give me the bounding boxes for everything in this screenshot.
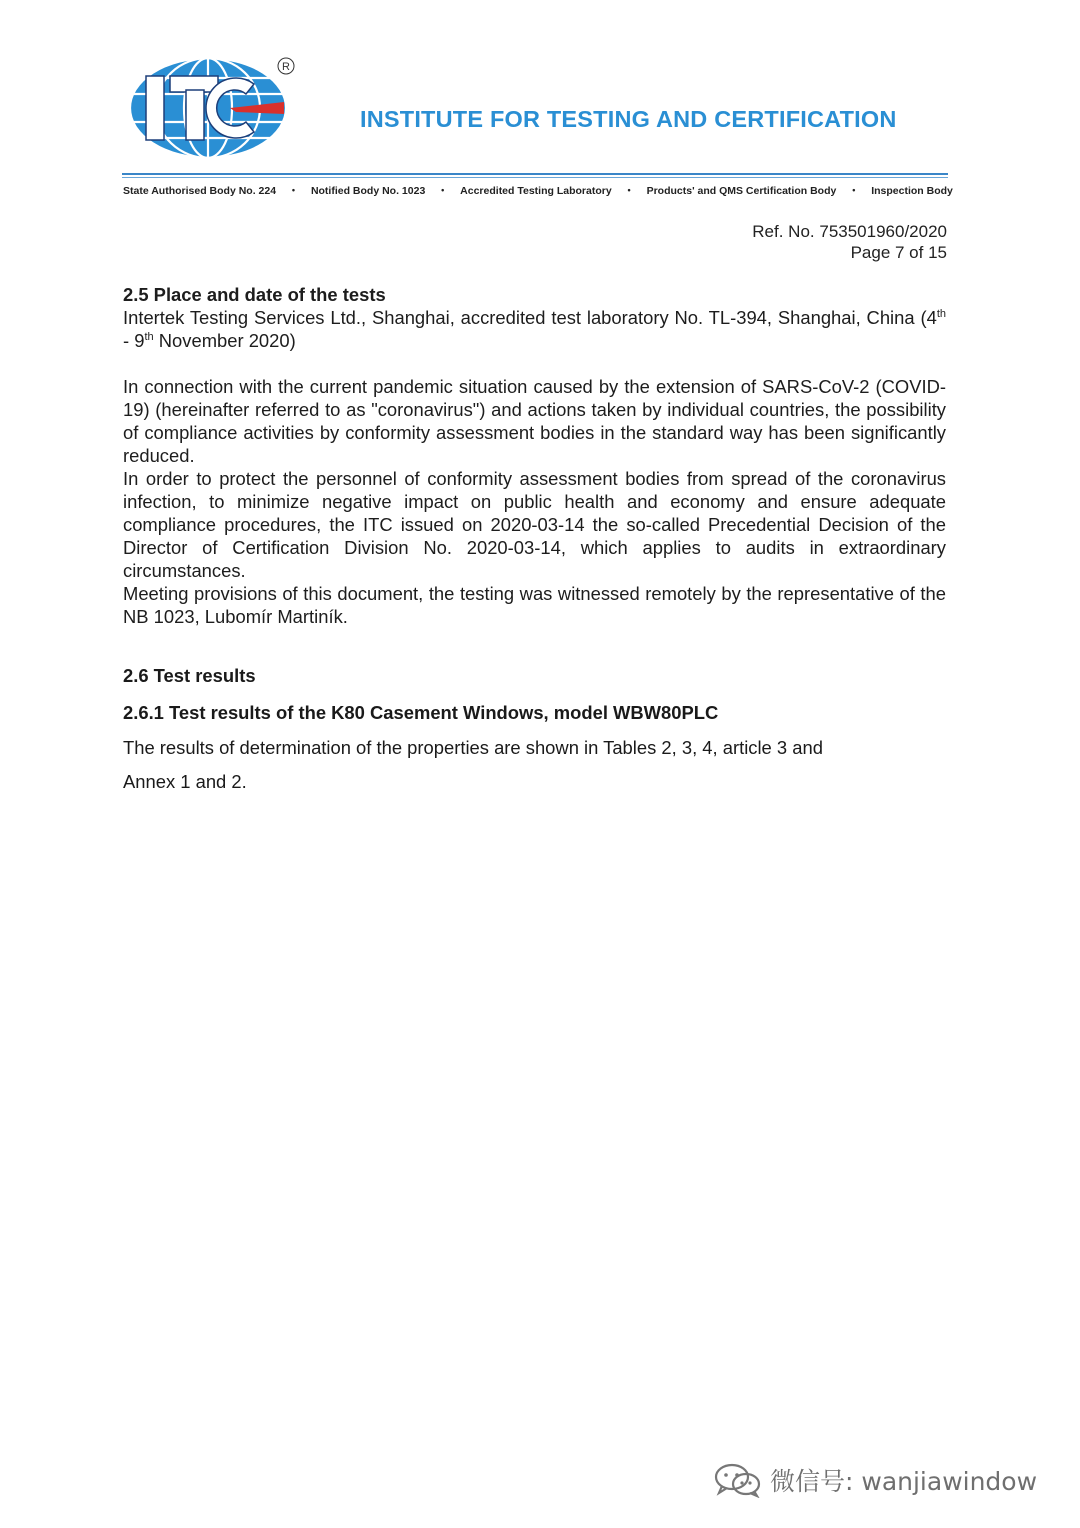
accreditation-item: State Authorised Body No. 224: [123, 185, 277, 197]
date-range-text: - 9: [123, 330, 145, 351]
ordinal-suffix: th: [144, 330, 154, 343]
wechat-watermark: [712, 1462, 1037, 1498]
header-divider-thin: [122, 177, 948, 178]
decision-paragraph: In order to protect the personnel of conformity assessment bodies from spread of the coronavirus infection, to minimize negative impact on public health and economy and ensure adequate compliance procedures, the ITC issued on 2020-03-14 the so-called Precedential Decision of the Director of Certification Division No. 2020-03-14, which applies to audits in extraordinary circumstances.: [123, 468, 946, 581]
section-heading: 2.5 Place and date of the tests: [123, 284, 386, 305]
reference-number: Ref. No. 753501960/2020: [752, 222, 947, 241]
bullet-separator: •: [441, 185, 445, 195]
accreditation-item: Inspection Body: [871, 185, 953, 197]
institute-name: INSTITUTE FOR TESTING AND CERTIFICATION: [360, 106, 897, 132]
itc-logo: [126, 54, 298, 162]
subsection-heading-2-6-1: 2.6.1 Test results of the K80 Casement Windows, model WBW80PLC: [123, 702, 719, 723]
ordinal-suffix: th: [936, 307, 946, 320]
registered-mark: R: [282, 61, 290, 73]
place-text: Intertek Testing Services Ltd., Shanghai, accredited test laboratory No. TL-394, Shanghai, China (4: [123, 307, 937, 328]
section-2-5: [123, 283, 946, 628]
header-divider: [122, 173, 948, 175]
wechat-icon: [712, 1462, 764, 1498]
accreditation-line: [123, 185, 953, 197]
reference-block: [752, 221, 947, 263]
accreditation-item: Notified Body No. 1023: [310, 185, 426, 197]
test-place-date: [123, 306, 946, 352]
section-heading-2-6: 2.6 Test results: [123, 665, 256, 686]
bullet-separator: •: [627, 185, 631, 195]
page-number: Page 7 of 15: [850, 243, 947, 262]
results-text-line-1: The results of determination of the properties are shown in Tables 2, 3, 4, article 3 and: [123, 737, 823, 758]
accreditation-item: Accredited Testing Laboratory: [460, 185, 612, 197]
bullet-separator: •: [852, 185, 856, 195]
bullet-separator: •: [291, 185, 296, 195]
witness-paragraph: Meeting provisions of this document, the testing was witnessed remotely by the representative of the NB 1023, Lubomír Martiník.: [123, 583, 946, 627]
watermark-text: 微信号: wanjiawindow: [770, 1467, 1038, 1496]
month-year-text: November 2020): [153, 330, 296, 351]
accreditation-item: Products' and QMS Certification Body: [646, 185, 837, 197]
logo-text: ITC: [126, 54, 128, 55]
pandemic-paragraph: In connection with the current pandemic situation caused by the extension of SARS-CoV-2 (COVID-19) (hereinafter referred to as "coronavirus") and actions taken by individual countries, the possibility of compliance activities by conformity assessment bodies in the standard way has been significantly reduced.: [123, 376, 946, 466]
results-text-line-2: Annex 1 and 2.: [123, 771, 247, 792]
